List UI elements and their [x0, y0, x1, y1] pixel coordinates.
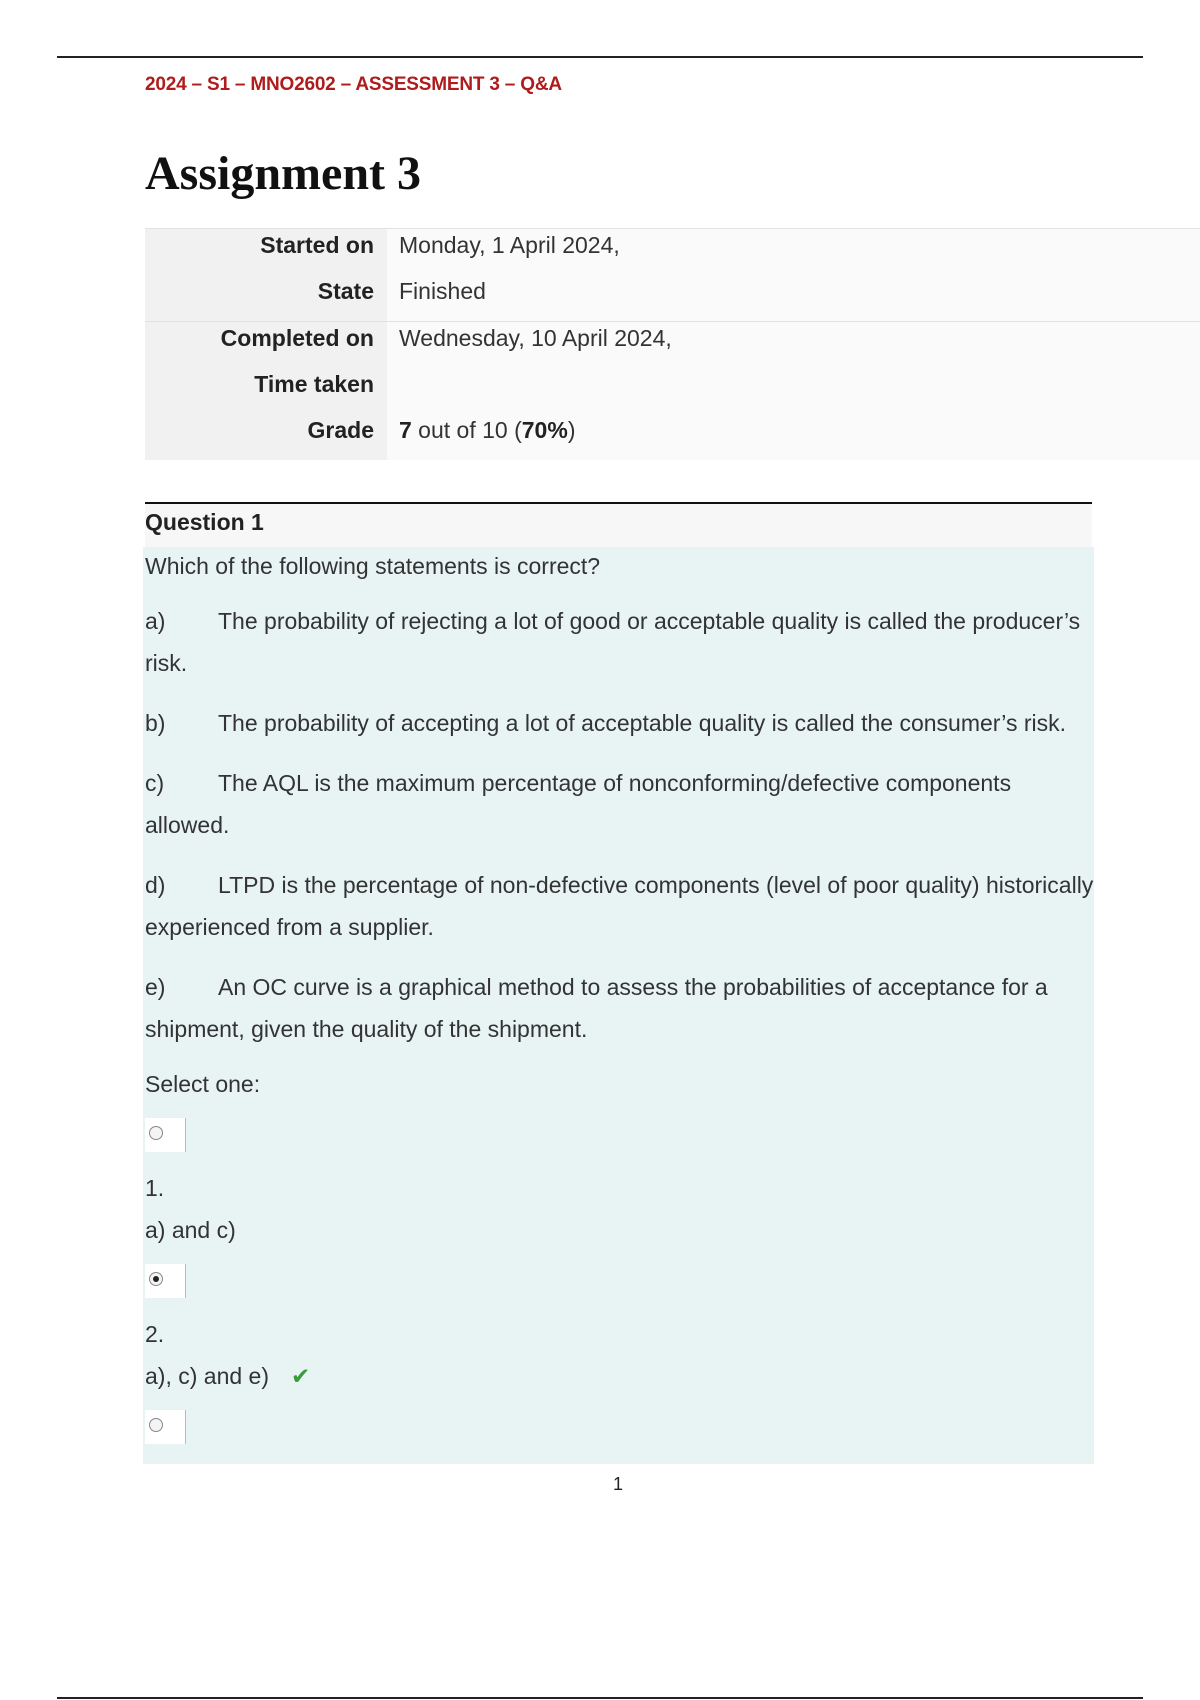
summary-row-completed: [145, 321, 1200, 368]
question-block: [145, 502, 1092, 1464]
answer-option-text-row: [145, 1360, 1094, 1392]
summary-key: Completed on: [145, 322, 387, 368]
summary-key: State: [145, 275, 387, 321]
answer-option-3-radio[interactable]: [145, 1410, 186, 1444]
question-heading: Question 1: [145, 504, 1092, 547]
answer-option-text: a), c) and e): [145, 1363, 269, 1389]
attempt-summary-table: [145, 228, 1200, 460]
statement-label: c): [145, 770, 165, 796]
grade-score: 7: [399, 417, 412, 443]
answer-option-1-radio[interactable]: [145, 1118, 186, 1152]
radio-icon[interactable]: [149, 1126, 163, 1140]
statement-b: [145, 702, 1094, 744]
summary-key: Time taken: [145, 368, 387, 414]
statement-label: d): [145, 872, 166, 898]
question-text: Which of the following statements is correct?: [145, 553, 601, 579]
answer-option-number: 2.: [145, 1321, 165, 1347]
answer-option-text: a) and c): [145, 1217, 236, 1243]
page-number: 1: [612, 1474, 623, 1494]
answer-option-number: 1.: [145, 1175, 165, 1201]
summary-value-grade: [387, 414, 1200, 460]
summary-row-grade: [145, 414, 1200, 460]
summary-row-started: [145, 229, 1200, 275]
radio-icon[interactable]: [149, 1418, 163, 1432]
summary-value: [387, 368, 1200, 414]
summary-value: Wednesday, 10 April 2024,: [387, 322, 1200, 368]
summary-row-state: [145, 275, 1200, 321]
statement-label: a): [145, 608, 166, 634]
statement-label: e): [145, 974, 166, 1000]
statement-d: [145, 864, 1094, 948]
statement-text: The probability of accepting a lot of acceptable quality is called the consumer’s risk.: [218, 710, 1067, 736]
answer-option-2-radio[interactable]: [145, 1264, 186, 1298]
statement-text: LTPD is the percentage of non-defective components (level of poor quality) historically experienced from a supplier.: [145, 872, 1094, 940]
question-body: [143, 547, 1094, 1464]
statement-c: [145, 762, 1094, 846]
summary-key: Started on: [145, 229, 387, 275]
grade-end: ): [567, 417, 576, 443]
grade-mid: out of 10 (: [411, 417, 522, 443]
statement-label: b): [145, 710, 166, 736]
bottom-rule: [57, 1697, 1143, 1699]
correct-check-icon: ✔: [291, 1363, 311, 1389]
statement-a: [145, 600, 1094, 684]
summary-value: Monday, 1 April 2024,: [387, 229, 1200, 275]
document-header: 2024 – S1 – MNO2602 – ASSESSMENT 3 – Q&A: [145, 74, 562, 95]
select-prompt: Select one:: [145, 1071, 261, 1097]
statement-text: An OC curve is a graphical method to assess the probabilities of acceptance for a shipment, given the quality of the shipment.: [145, 974, 1048, 1042]
summary-row-time-taken: [145, 368, 1200, 414]
page-title: Assignment 3: [145, 147, 422, 200]
grade-percent: 70%: [521, 417, 568, 443]
summary-key: Grade: [145, 414, 387, 460]
summary-value: Finished: [387, 275, 1200, 321]
statement-text: The AQL is the maximum percentage of nonconforming/defective components allowed.: [145, 770, 1012, 838]
radio-selected-icon[interactable]: [149, 1272, 163, 1286]
statement-e: [145, 966, 1094, 1050]
top-rule: [57, 56, 1143, 58]
statement-text: The probability of rejecting a lot of good or acceptable quality is called the producer’s risk.: [145, 608, 1081, 676]
